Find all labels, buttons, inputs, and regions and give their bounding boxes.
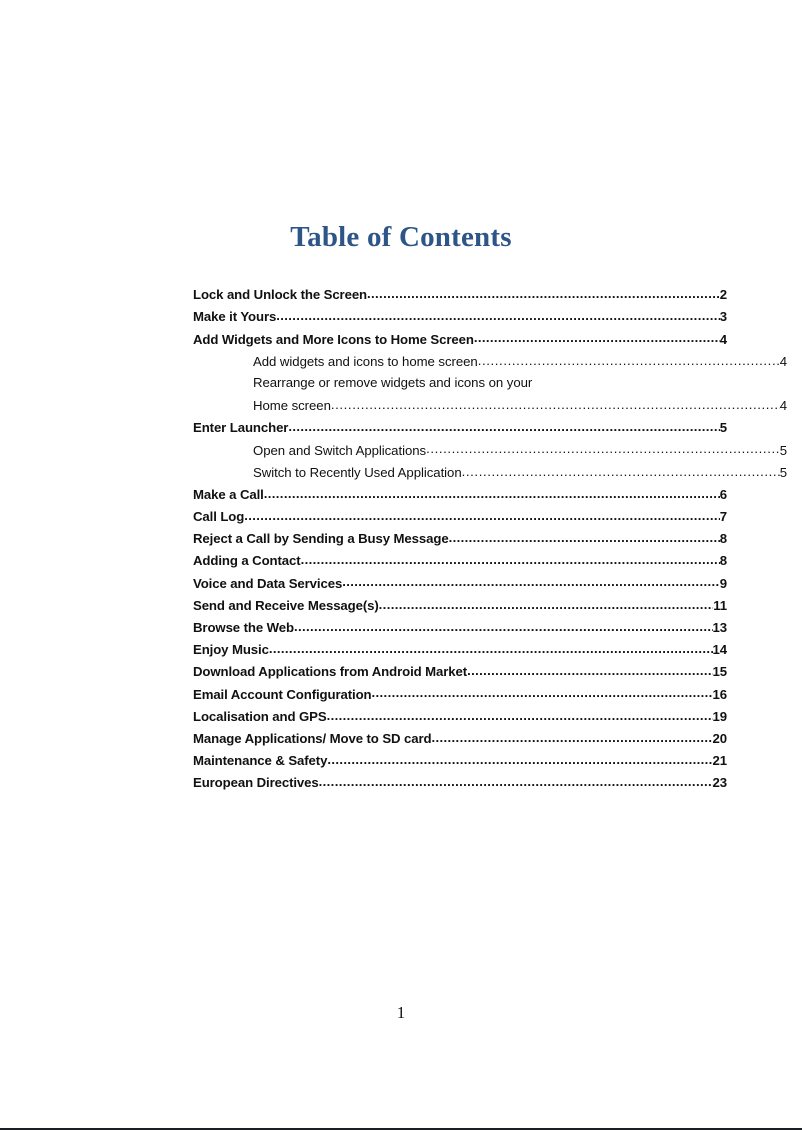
toc-entry[interactable] [193,708,727,730]
toc-leader-dots [379,597,714,610]
toc-entry-page-number: 2 [719,287,727,303]
toc-leader-dots [467,663,712,676]
toc-entry-page-number: 19 [712,708,727,724]
toc-entry[interactable] [193,375,787,397]
toc-entry-label: Email Account Configuration [193,686,372,702]
toc-entry-page-number: 8 [719,553,727,569]
toc-entry[interactable] [193,641,727,663]
toc-entry[interactable] [193,419,727,441]
toc-leader-dots [264,486,720,499]
page-number: 1 [396,1003,406,1022]
toc-entry[interactable] [193,752,727,774]
toc-leader-dots [327,708,713,721]
toc-entry-label: Enjoy Music [193,642,269,658]
toc-entry-label: Rearrange or remove widgets and icons on your [253,374,533,390]
toc-entry-label: Maintenance & Safety [193,753,328,769]
toc-entry-label: Make a Call [193,486,264,502]
toc-leader-dots [244,508,720,521]
toc-entry[interactable] [193,508,727,530]
toc-entry[interactable] [193,530,727,552]
toc-entry-label: Switch to Recently Used Application [253,464,462,480]
toc-entry[interactable] [193,619,727,641]
toc-entry-page-number: 15 [712,664,727,680]
toc-leader-dots [367,286,720,299]
toc-entry[interactable] [193,730,727,752]
toc-entry-label: Open and Switch Applications [253,442,427,458]
toc-entry-label: Voice and Data Services [193,575,343,591]
toc-entry-page-number: 4 [719,331,727,347]
page-title: Table of Contents [290,221,512,253]
toc-entry-page-number: 5 [719,420,727,436]
toc-entry[interactable] [193,574,727,596]
toc-entry-page-number: 4 [779,353,787,369]
toc-entry-label: Call Log [193,509,245,525]
toc-leader-dots [431,730,712,743]
toc-entry-label: Send and Receive Message(s) [193,597,379,613]
toc-entry-label: Home screen [253,398,331,414]
toc-leader-dots [474,330,720,343]
toc-entry[interactable] [193,486,727,508]
toc-leader-dots [301,552,720,565]
toc-entry[interactable] [193,397,787,419]
toc-entry-page-number: 11 [713,597,727,613]
toc-entry-page-number: 5 [779,442,787,458]
toc-entry[interactable] [193,597,727,619]
toc-leader-dots [449,530,720,543]
toc-entry[interactable] [193,552,727,574]
toc-entry[interactable] [193,441,787,463]
toc-entry-label: Make it Yours [193,309,277,325]
toc-entry[interactable] [193,330,727,352]
toc-entry-page-number: 3 [719,309,727,325]
toc-entry[interactable] [193,774,727,796]
toc-entry[interactable] [193,464,787,486]
toc-entry-label: Adding a Contact [193,553,301,569]
toc-entry-label: Add Widgets and More Icons to Home Screen [193,331,474,347]
toc-entry[interactable] [193,353,787,375]
toc-leader-dots [462,464,780,477]
toc-entry-page-number: 16 [712,686,727,702]
toc-entry-label: Enter Launcher [193,420,289,436]
toc-leader-dots [269,641,713,654]
toc-leader-dots [331,397,780,410]
toc-entry-page-number: 20 [712,730,727,746]
toc-entry-label: Lock and Unlock the Screen [193,287,368,303]
toc-entry-page-number: 21 [712,753,727,769]
toc-entry[interactable] [193,308,727,330]
toc-leader-dots [288,419,719,432]
toc-entry-page-number: 23 [712,775,727,791]
toc-entry-page-number: 8 [719,531,727,547]
toc-entry-label: Browse the Web [193,620,294,635]
toc-entry-label: Reject a Call by Sending a Busy Message [193,531,449,547]
toc-leader-dots [327,752,712,765]
toc-entry-page-number: 5 [779,464,787,480]
toc-entry-page-number: 13 [712,620,727,635]
toc-leader-dots [276,308,720,321]
toc-leader-dots [426,441,780,454]
toc-leader-dots [478,353,780,366]
toc-entry-label: Add widgets and icons to home screen [253,353,478,369]
toc-leader-dots [372,685,713,698]
toc-leader-dots [294,619,713,632]
toc-leader-dots [319,774,713,787]
toc-entry-page-number: 6 [719,486,727,502]
toc-entry-label: Manage Applications/ Move to SD card [193,730,432,746]
toc-leader-dots [342,574,720,587]
toc-entry-page-number: 14 [712,642,727,658]
toc-entry[interactable] [193,663,727,685]
toc-entry-page-number: 4 [779,398,787,414]
table-of-contents-list [193,286,787,796]
toc-entry-page-number: 7 [719,509,727,525]
toc-entry-label: European Directives [193,775,319,791]
toc-entry-label: Localisation and GPS [193,708,327,724]
toc-entry-page-number: 9 [719,575,727,591]
toc-entry[interactable] [193,685,727,707]
toc-entry[interactable] [193,286,727,308]
toc-entry-label: Download Applications from Android Market [193,664,468,680]
